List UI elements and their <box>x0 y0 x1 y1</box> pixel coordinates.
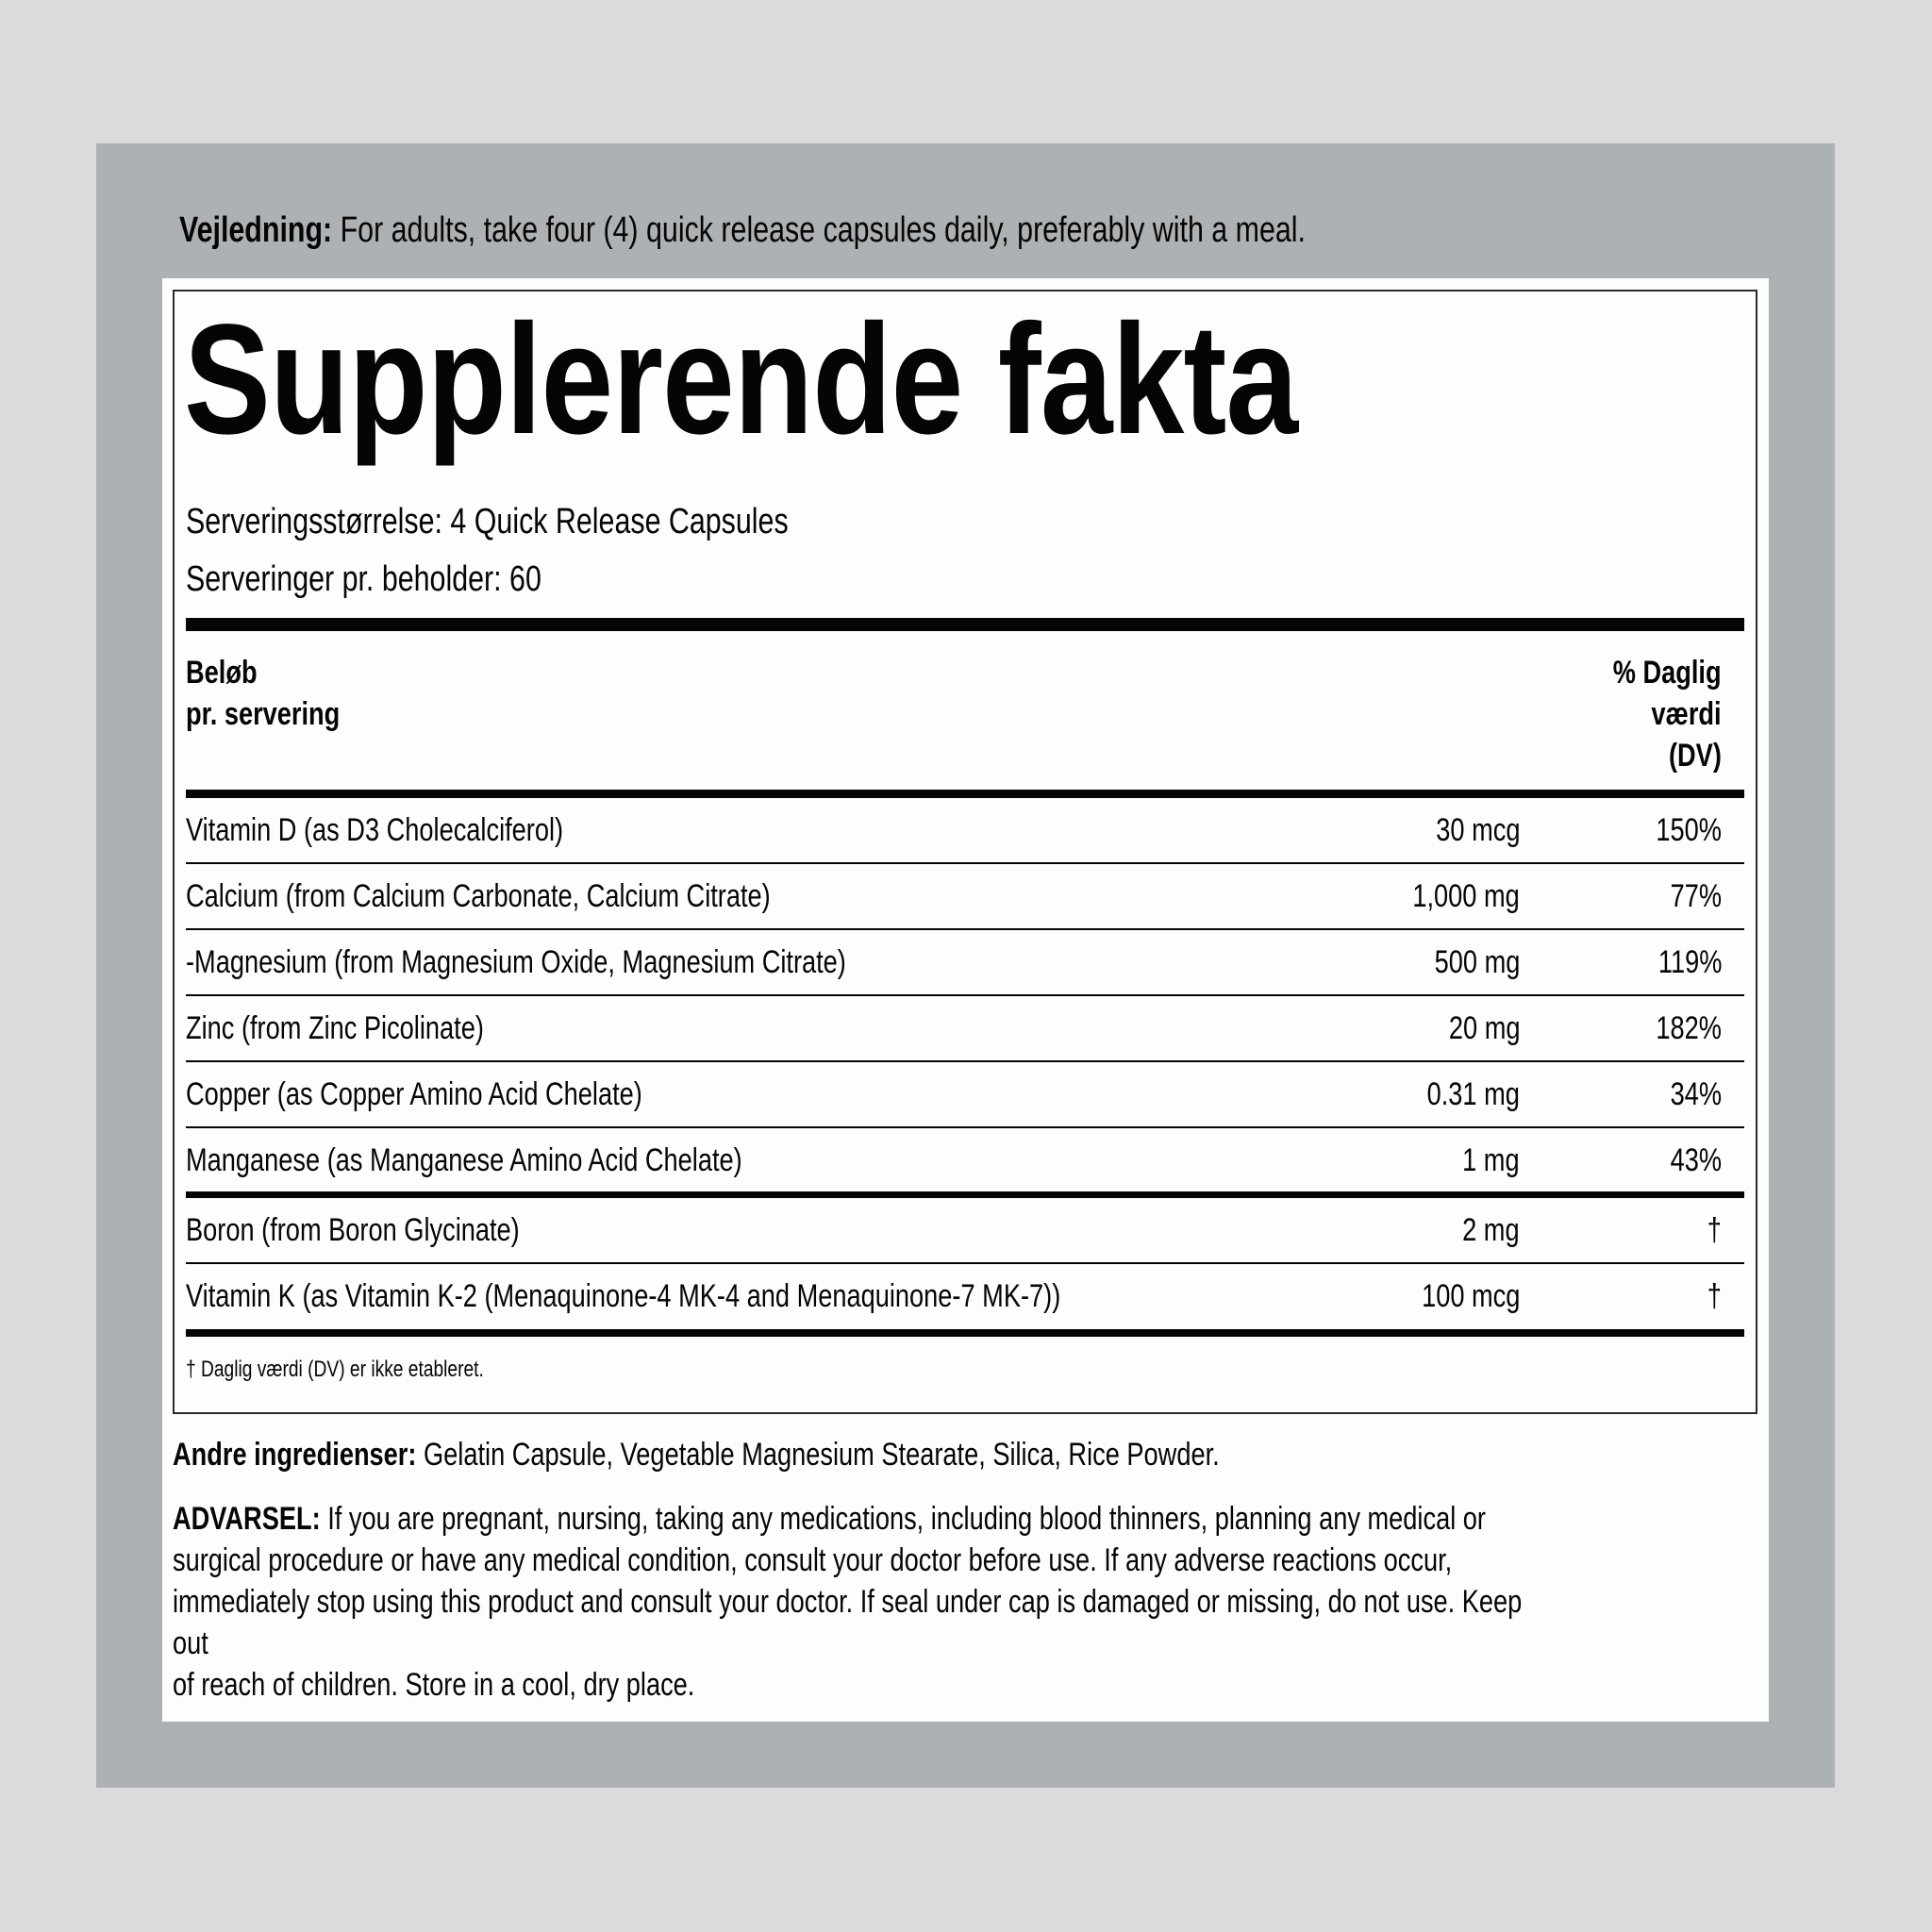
nutrient-row: Copper (as Copper Amino Acid Chelate) 0.31 mg 34% <box>186 1076 1722 1112</box>
thick-divider <box>186 618 1744 631</box>
facts-title: Supplerende fakta <box>184 292 1298 467</box>
warning-label: ADVARSEL: <box>173 1501 321 1537</box>
other-ingredients-label: Andre ingredienser: <box>173 1437 417 1473</box>
directions-label: Vejledning: <box>179 210 333 250</box>
directions-text: For adults, take four (4) quick release capsules daily, preferably with a meal. <box>332 210 1306 250</box>
thick-divider-bottom <box>186 1329 1744 1337</box>
daily-value-header: % Daglig værdi (DV) <box>1613 655 1722 774</box>
section-divider <box>186 1191 1744 1198</box>
dv-footnote: † Daglig værdi (DV) er ikke etableret. <box>186 1357 484 1382</box>
warning: ADVARSEL: If you are pregnant, nursing, taking any medications, including blood thinners, planning any medical or surgical procedure or have any medical condition, consult your doctor before use. If any adverse reactions occur, immediately stop using this product and consult your doctor. If seal under cap is damaged or missing, do not use. Keep out of reach of children. Store in a cool, dry place. <box>173 1501 1523 1703</box>
nutrient-row: -Magnesium (from Magnesium Oxide, Magnesium Citrate) 500 mg 119% <box>186 944 1722 980</box>
directions <box>179 209 1587 251</box>
other-ingredients <box>173 1434 1481 1475</box>
serving-size: Serveringsstørrelse: 4 Quick Release Capsules <box>186 502 789 541</box>
other-ingredients-text: Gelatin Capsule, Vegetable Magnesium Stearate, Silica, Rice Powder. <box>416 1437 1220 1473</box>
nutrient-row: Vitamin K (as Vitamin K-2 (Menaquinone-4 MK-4 and Menaquinone-7 MK-7)) 100 mcg † <box>186 1278 1722 1314</box>
servings-per-container: Serveringer pr. beholder: 60 <box>186 559 541 599</box>
nutrient-row: Zinc (from Zinc Picolinate) 20 mg 182% <box>186 1010 1722 1046</box>
nutrient-row: Boron (from Boron Glycinate) 2 mg † <box>186 1212 1722 1248</box>
nutrient-row: Calcium (from Calcium Carbonate, Calcium Citrate) 1,000 mg 77% <box>186 878 1722 914</box>
nutrient-row: Vitamin D (as D3 Cholecalciferol) 30 mcg 150% <box>186 812 1722 848</box>
nutrient-row: Manganese (as Manganese Amino Acid Chelate) 1 mg 43% <box>186 1142 1722 1178</box>
amount-per-serving-header: Beløb pr. servering <box>186 655 341 732</box>
header-divider <box>186 790 1744 798</box>
